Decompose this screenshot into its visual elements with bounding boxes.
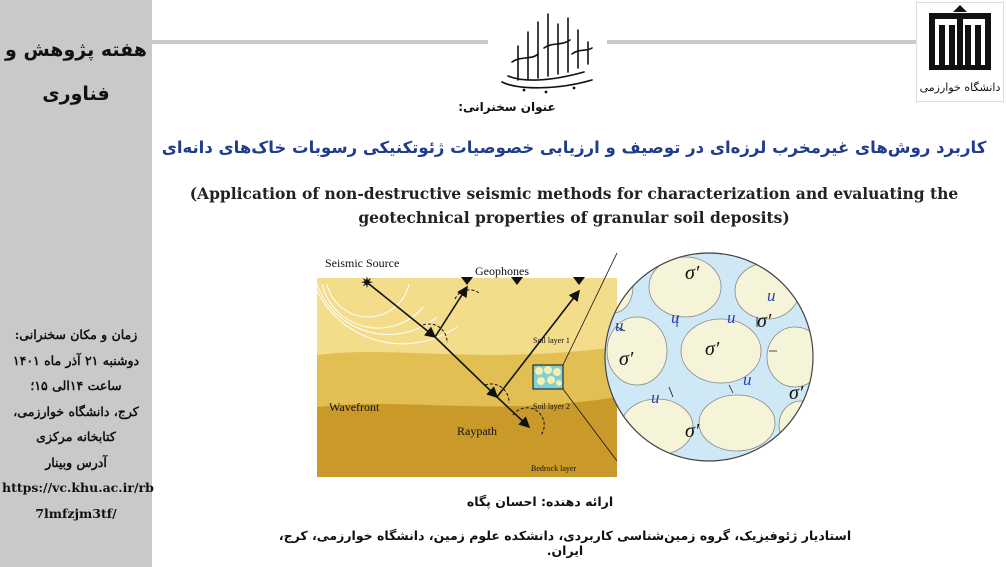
pore-pressure-label-2: u <box>671 308 680 327</box>
schedule-time: ساعت ۱۴الی ۱۵؛ <box>30 378 122 393</box>
pore-pressure-label-4: u <box>767 286 776 305</box>
label-wavefront: Wavefront <box>329 400 380 414</box>
header-divider-right <box>607 40 916 44</box>
webinar-label: آدرس وبینار <box>45 454 107 470</box>
label-raypath: Raypath <box>457 424 497 438</box>
university-logo <box>916 2 1004 102</box>
sigma-label-6: σ′ <box>685 420 700 442</box>
seismic-survey-figure <box>317 247 819 477</box>
sigma-label-5: σ′ <box>789 382 804 404</box>
schedule-location: کرج، دانشگاه خوارزمی، <box>13 403 139 419</box>
label-seismic-source: Seismic Source <box>325 256 400 270</box>
university-logo-text: دانشگاه خوارزمی <box>919 81 1001 94</box>
talk-label: عنوان سخنرانی: <box>458 100 556 114</box>
schedule-heading: زمان و مکان سخنرانی: <box>14 327 138 342</box>
svg-text:✷: ✷ <box>360 273 374 292</box>
label-bedrock-layer: Bedrock layer <box>531 464 577 473</box>
talk-title-english-line-2: geotechnical properties of granular soil deposits) <box>358 208 790 227</box>
header-divider-left <box>152 40 488 44</box>
pore-pressure-label-5: u <box>651 388 660 407</box>
schedule-venue: کتابخانه مرکزی <box>36 429 116 444</box>
pore-pressure-label-3: u <box>727 308 736 327</box>
sigma-label-2: σ′ <box>757 310 772 332</box>
schedule-date: دوشنبه ۲۱ آذر ماه ۱۴۰۱ <box>12 352 140 368</box>
talk-title-persian: کاربرد روش‌های غیرمخرب لرزه‌ای در توصیف و ارزیابی خصوصیات ژئوتکنیکی رسوبات خاک‌های دانه‌ای <box>161 138 987 157</box>
label-soil-layer-1: Soil layer 1 <box>533 336 570 345</box>
talk-title-english-line-1: (Application of non-destructive seismic methods for characterization and evaluating the <box>189 184 959 203</box>
schedule-block <box>2 322 154 526</box>
label-geophones: Geophones <box>475 264 529 278</box>
webinar-url-part-1[interactable]: https://vc.khu.ac.ir/rb <box>2 480 154 495</box>
sidebar-panel <box>0 0 152 567</box>
label-soil-layer-2: Soil layer 2 <box>533 402 570 411</box>
sigma-label-4: σ′ <box>705 338 720 360</box>
sigma-label-3: σ′ <box>619 348 634 370</box>
webinar-url-part-2[interactable]: 7lmfzjm3tf/ <box>35 505 117 521</box>
research-week-title: هفته پژوهش و فناوری <box>5 39 147 105</box>
talk-title-english <box>160 182 988 230</box>
pore-pressure-label-6: u <box>743 370 752 389</box>
sigma-label-1: σ′ <box>685 262 700 284</box>
presenter-affiliation: استادیار ژئوفیزیک، گروه زمین‌شناسی کاربردی، دانشکده علوم زمین، دانشگاه خوارزمی، کرج، ایران. <box>278 528 852 558</box>
basmala-calligraphy-logo <box>488 2 607 97</box>
presenter-name: ارائه دهنده: احسان پگاه <box>466 494 614 509</box>
pore-pressure-label-1: u <box>615 316 624 335</box>
